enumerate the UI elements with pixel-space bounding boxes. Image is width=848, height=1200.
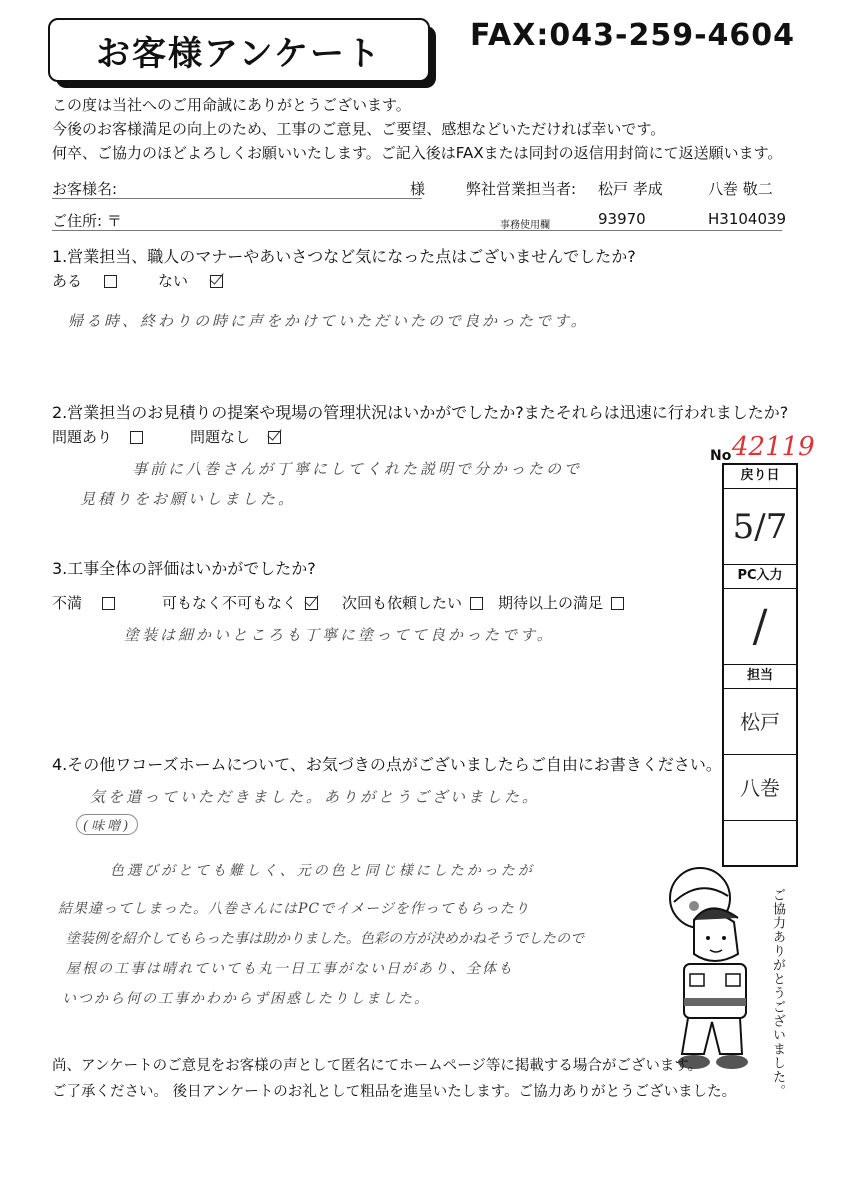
name-underline — [52, 198, 422, 199]
title-box — [48, 18, 436, 88]
footer-line-2: ご了承ください。 後日アンケートのお礼として粗品を進呈いたします。ご協力ありがとうございました。 — [52, 1084, 737, 1100]
pc-input-header: PC入力 — [724, 565, 796, 589]
q3-answer: 塗装は細かいところも丁寧に塗ってて良かったです。 — [124, 626, 555, 644]
q3-option-3: 次回も依頼したい — [342, 592, 483, 613]
page-title: お客様アンケート — [48, 18, 430, 82]
q4-answer-3: 色選びがとても難しく、元の色と同じ様にしたかったが — [110, 863, 535, 879]
staff-header: 担当 — [724, 665, 796, 689]
code-1: 93970 — [598, 210, 646, 228]
no-value: 42119 — [732, 432, 815, 462]
worker-mascot-icon — [654, 858, 764, 1078]
q2-answer-1: 事前に八巻さんが丁寧にしてくれた説明で分かったので — [132, 460, 583, 478]
customer-name-label: お客様名: — [52, 180, 118, 198]
return-date-header: 戻り日 — [724, 465, 796, 489]
q3-checkbox-4[interactable] — [611, 597, 624, 610]
q3-option-4: 期待以上の満足 — [498, 592, 624, 613]
code-2: H3104039 — [708, 210, 787, 228]
question-2: 2.営業担当のお見積りの提案や現場の管理状況はいかがでしたか?またそれらは迅速に行われましたか? — [52, 403, 789, 422]
intro-line-3: 何卒、ご協力のほどよろしくお願いいたします。ご記入後はFAXまたは同封の返信用封筒にて返送願います。 — [52, 144, 783, 162]
q2-checkbox-1[interactable] — [130, 431, 143, 444]
q4-answer-4: 結果違ってしまった。八巻さんにはPCでイメージを作ってもらったり — [58, 901, 530, 917]
q3-option-1: 不満 — [52, 592, 115, 613]
no-label: No — [710, 448, 732, 464]
office-side-panel — [722, 463, 798, 867]
q4-answer-6: 屋根の工事は晴れていても丸一日工事がない日があり、全体も — [66, 961, 514, 977]
q2-option-2: 問題なし — [190, 426, 281, 447]
staff-2: 八巻 — [724, 755, 796, 821]
footer-line-1: 尚、アンケートのご意見をお客様の声として匿名にてホームページ等に掲載する場合がございます。 — [52, 1058, 703, 1074]
address-label: ご住所: 〒 — [52, 212, 122, 230]
sales-label: 弊社営業担当者: — [466, 180, 577, 198]
mascot-message: ご協力ありがとうございました。 — [770, 888, 785, 1098]
q2-checkbox-2[interactable] — [268, 431, 281, 444]
q4-answer-2: (味噌) — [76, 814, 138, 835]
staff-1: 松戸 — [724, 689, 796, 755]
q1-answer: 帰る時、終わりの時に声をかけていただいたので良かったです。 — [68, 312, 589, 330]
q4-answer-5: 塗装例を紹介してもらった事は助かりました。色彩の方が決めかねそうでしたので — [66, 931, 584, 947]
q2-answer-2: 見積りをお願いしました。 — [80, 490, 297, 508]
fax-number: FAX:043-259-4604 — [470, 18, 796, 53]
honorific: 様 — [410, 180, 426, 198]
q2-option-1: 問題あり — [52, 426, 143, 447]
pc-input-value: / — [724, 589, 796, 665]
intro-line-1: この度は当社へのご用命誠にありがとうございます。 — [52, 96, 411, 114]
sales-person-1: 松戸 孝成 — [598, 180, 663, 198]
return-date-value: 5/7 — [724, 489, 796, 565]
q4-answer-7: いつから何の工事かわからず困惑したりしました。 — [62, 991, 430, 1007]
question-3: 3.工事全体の評価はいかがでしたか? — [52, 559, 316, 578]
q3-checkbox-3[interactable] — [470, 597, 483, 610]
sales-person-2: 八巻 敬二 — [708, 180, 773, 198]
question-1: 1.営業担当、職人のマナーやあいさつなど気になった点はございませんでしたか? — [52, 247, 636, 266]
intro-line-2: 今後のお客様満足の向上のため、工事のご意見、ご要望、感想などいただければ幸いです。 — [52, 120, 666, 138]
q3-checkbox-2[interactable] — [305, 597, 318, 610]
q1-checkbox-1[interactable] — [104, 275, 117, 288]
q4-answer-1: 気を遣っていただきました。ありがとうございました。 — [90, 788, 541, 806]
q3-checkbox-1[interactable] — [102, 597, 115, 610]
q1-option-1: ある — [52, 270, 117, 291]
address-underline — [52, 230, 782, 231]
q1-option-2: ない — [158, 270, 223, 291]
q3-option-2: 可もなく不可もなく — [162, 592, 318, 613]
office-use-label: 事務使用欄 — [500, 220, 550, 231]
question-4: 4.その他ワコーズホームについて、お気づきの点がございましたらご自由にお書きください。 — [52, 755, 722, 774]
q1-checkbox-2[interactable] — [210, 275, 223, 288]
